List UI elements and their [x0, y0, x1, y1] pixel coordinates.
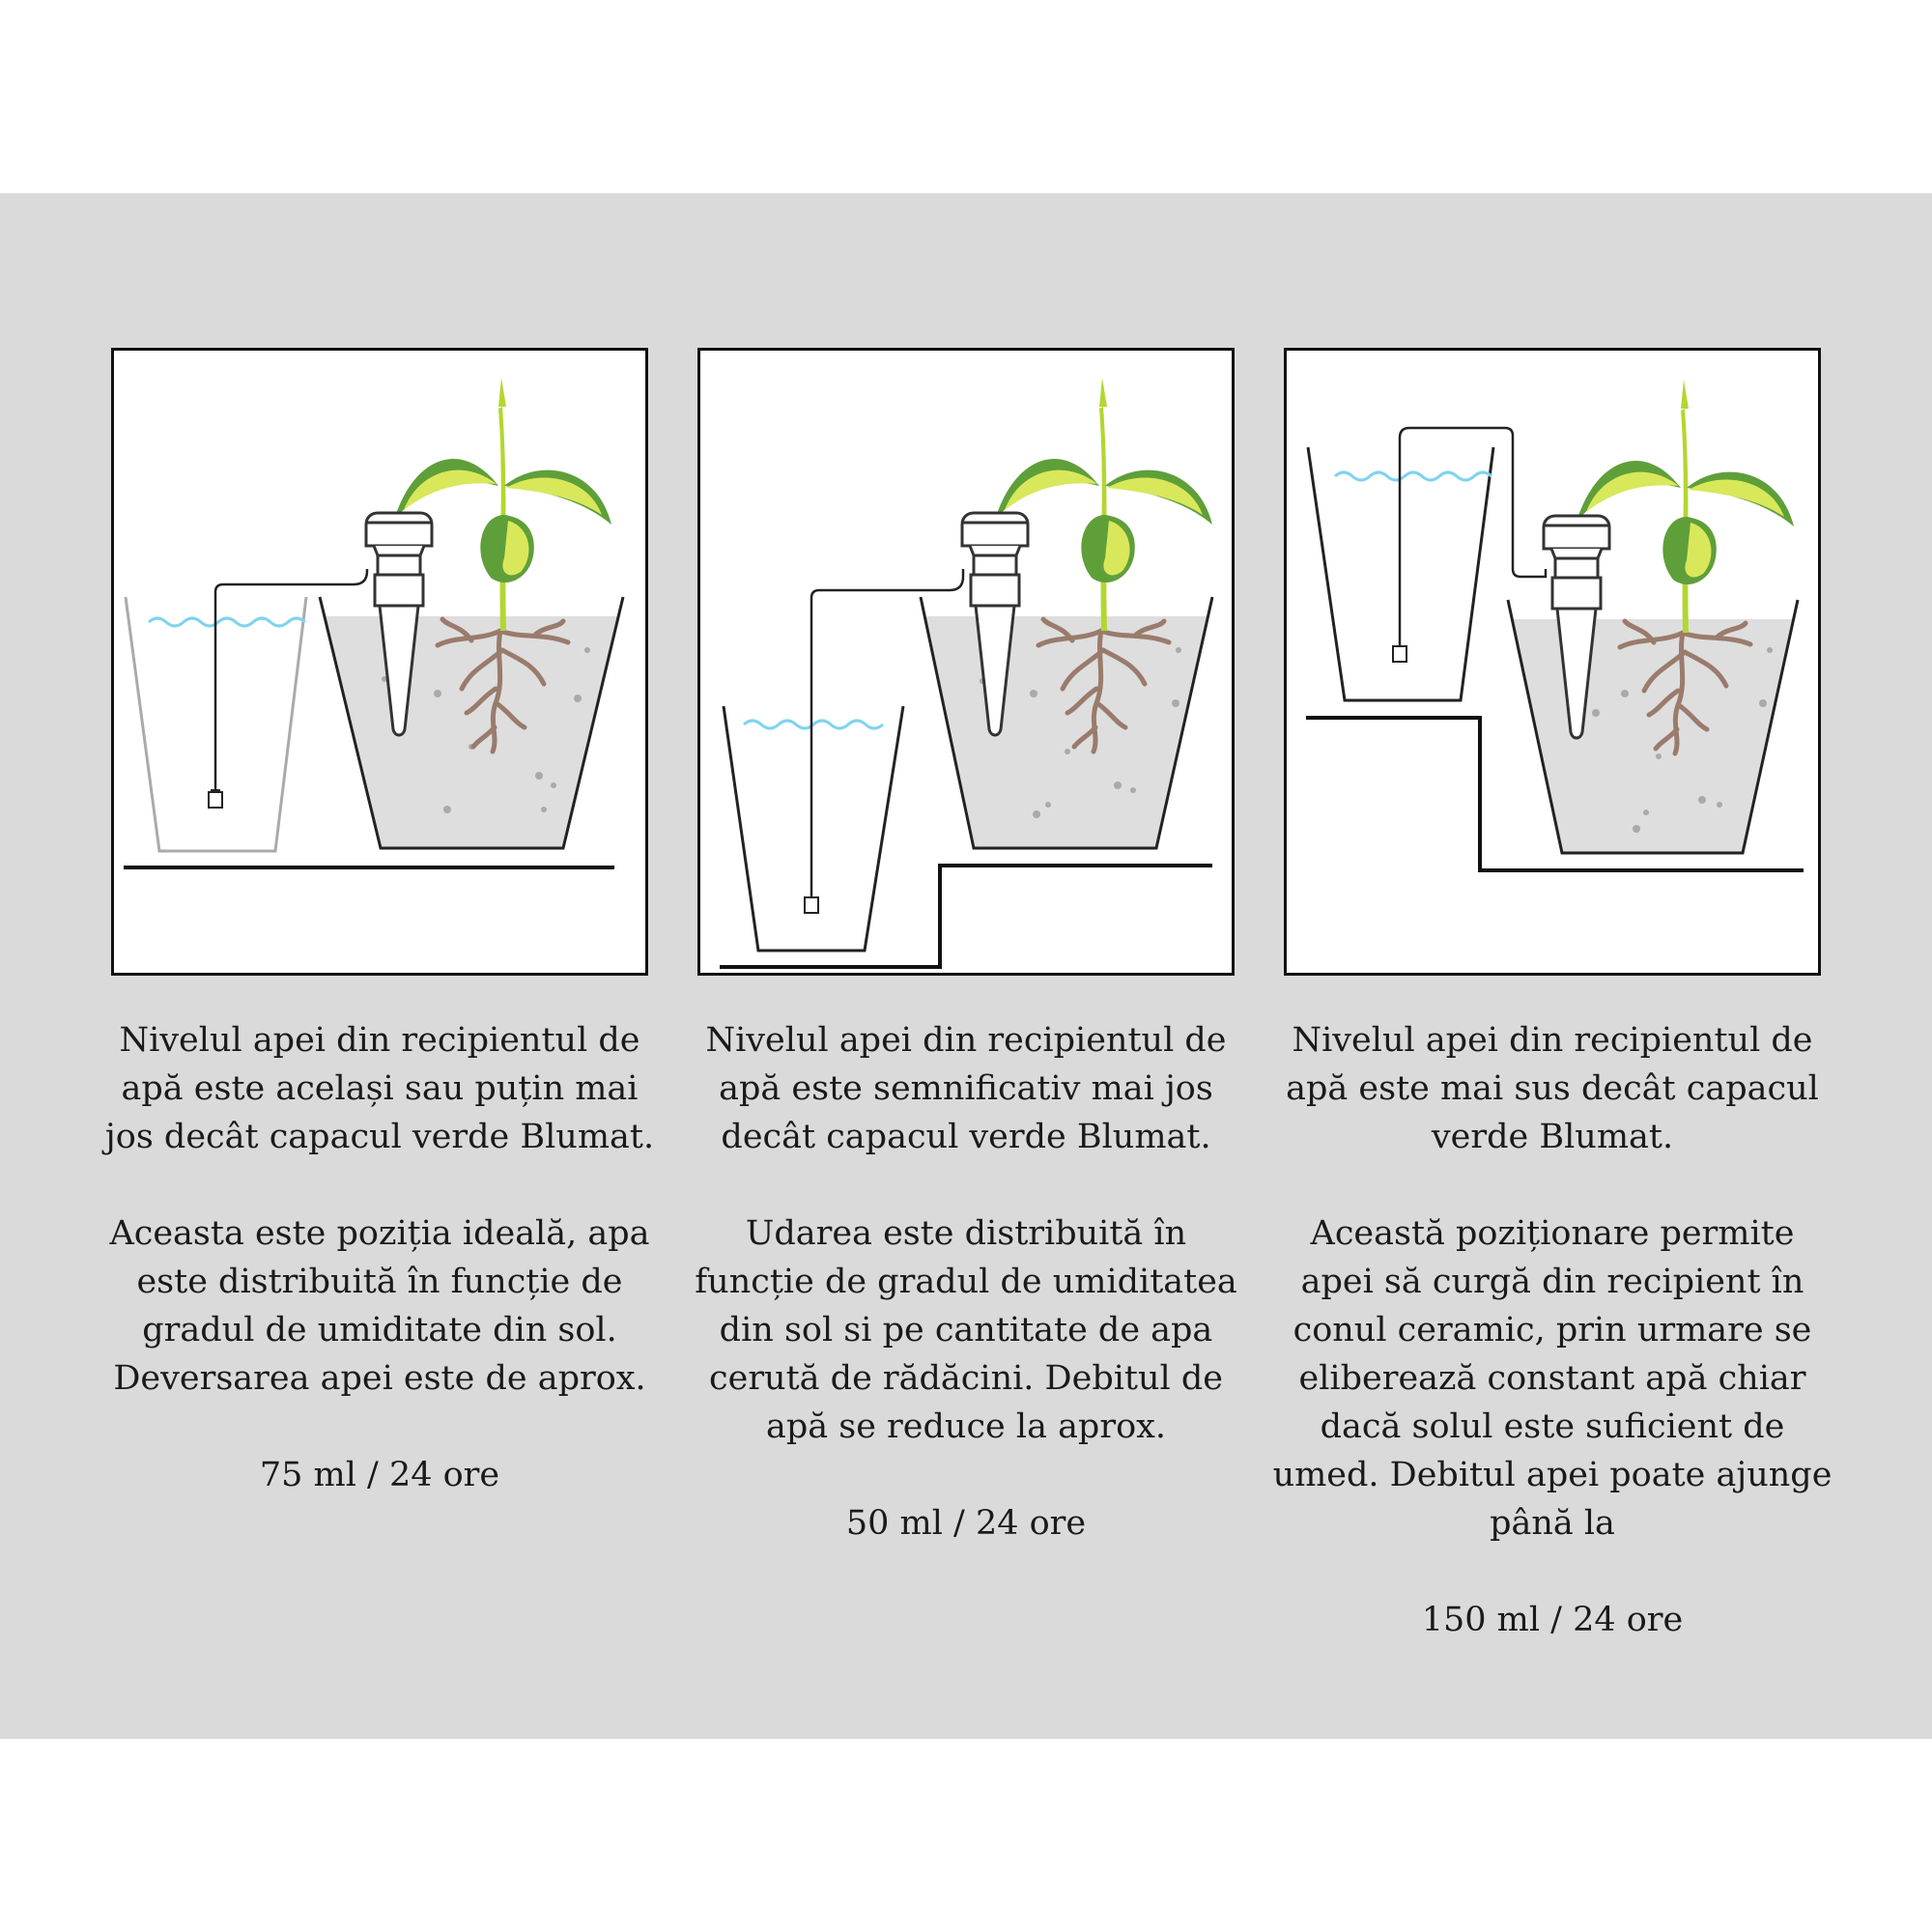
soil [324, 616, 618, 848]
equal-level-illustration [114, 351, 645, 973]
plant [995, 378, 1212, 631]
water-surface [149, 618, 305, 626]
caption-lower-level [686, 1016, 1246, 1548]
plant [1577, 380, 1794, 633]
caption-higher-level [1272, 1016, 1833, 1644]
diagram-panel-higher-level [1284, 348, 1821, 976]
higher-level-illustration [1287, 351, 1818, 973]
caption-equal-level [99, 1016, 660, 1499]
flow-rate: 75 ml / 24 ore [259, 1456, 500, 1494]
caption-title: Nivelul apei din recipientul de apă este semnificativ mai jos decât capacul verde Blumat. [705, 1021, 1227, 1156]
caption-title: Nivelul apei din recipientul de apă este același sau puțin mai jos decât capacul verde Blumat. [104, 1021, 655, 1156]
lower-level-illustration [700, 351, 1232, 973]
caption-title: Nivelul apei din recipientul de apă este mai sus decât capacul verde Blumat. [1286, 1021, 1819, 1156]
flow-rate: 150 ml / 24 ore [1421, 1601, 1684, 1639]
tube-filter [805, 897, 818, 913]
water-surface [1335, 472, 1492, 480]
water-container [724, 706, 903, 951]
caption-description: Această poziționare permite apei să curgă din recipient în conul ceramic, prin urmare se eliberează constant apă chiar dacă solul este suficient de umed. Debitul apei poate ajunge până la [1272, 1214, 1833, 1543]
diagram-panel-lower-level [697, 348, 1235, 976]
flow-rate: 50 ml / 24 ore [845, 1504, 1087, 1543]
plant [394, 378, 611, 631]
water-surface [744, 721, 883, 728]
tube-filter [1393, 646, 1406, 662]
caption-description: Udarea este distribuită în funcție de gradul de umiditatea din sol si pe cantitate de apa cerută de rădăcini. Debitul de apă se reduce la aprox. [695, 1214, 1237, 1446]
tube-filter [209, 792, 222, 808]
diagram-panel-equal-level [111, 348, 648, 976]
caption-description: Aceasta este poziția ideală, apa este distribuită în funcție de gradul de umiditate din sol. Deversarea apei este de aprox. [109, 1214, 650, 1398]
